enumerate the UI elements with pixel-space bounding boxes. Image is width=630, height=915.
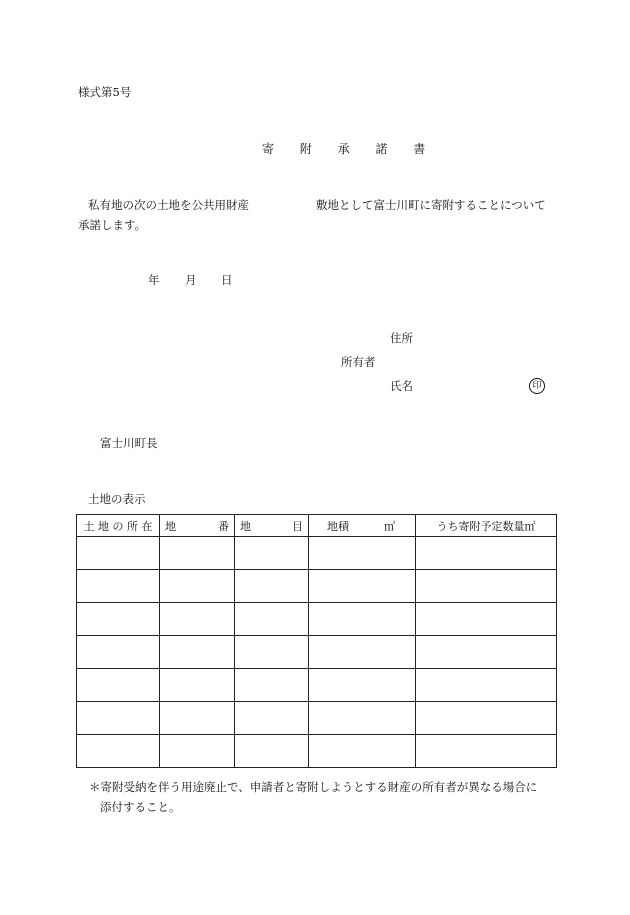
header-location-label: 土 地 の 所 在 xyxy=(83,519,153,533)
footnote-line1: ＊寄附受納を伴う用途廃止で、申請者と寄附しようとする財産の所有者が異なる場合に xyxy=(89,780,538,794)
cell-land-category[interactable] xyxy=(235,636,309,669)
header-area xyxy=(309,515,416,537)
land-table xyxy=(76,514,557,768)
footnote-line2: 添付すること。 xyxy=(100,800,181,814)
cell-area[interactable] xyxy=(309,537,416,570)
table-row xyxy=(77,702,557,735)
cell-donation-area[interactable] xyxy=(416,603,557,636)
body-text-line1-part1: 私有地の次の土地を公共用財産 xyxy=(88,198,249,212)
address-label: 住所 xyxy=(390,331,413,345)
cell-location[interactable] xyxy=(77,735,160,768)
cell-location[interactable] xyxy=(77,669,160,702)
header-donation-area xyxy=(416,515,557,537)
cell-lot-number[interactable] xyxy=(160,702,235,735)
header-lot-number-left: 地 xyxy=(165,519,176,533)
cell-lot-number[interactable] xyxy=(160,636,235,669)
cell-lot-number[interactable] xyxy=(160,570,235,603)
header-lot-number-right: 番 xyxy=(218,519,229,533)
cell-lot-number[interactable] xyxy=(160,669,235,702)
cell-area[interactable] xyxy=(309,702,416,735)
cell-location[interactable] xyxy=(77,603,160,636)
cell-lot-number[interactable] xyxy=(160,603,235,636)
header-area-unit: ㎡ xyxy=(384,519,395,533)
cell-location[interactable] xyxy=(77,702,160,735)
header-lot-number xyxy=(160,515,235,537)
cell-donation-area[interactable] xyxy=(416,570,557,603)
table-row xyxy=(77,636,557,669)
land-section-heading: 土地の表示 xyxy=(88,492,146,506)
table-row xyxy=(77,669,557,702)
table-row xyxy=(77,603,557,636)
cell-area[interactable] xyxy=(309,735,416,768)
cell-location[interactable] xyxy=(77,537,160,570)
cell-lot-number[interactable] xyxy=(160,537,235,570)
header-donation-area-label: うち寄附予定数量㎡ xyxy=(436,519,536,533)
date-month-label: 月 xyxy=(185,273,197,287)
cell-area[interactable] xyxy=(309,669,416,702)
header-land-category xyxy=(235,515,309,537)
cell-donation-area[interactable] xyxy=(416,669,557,702)
header-land-category-right: 目 xyxy=(292,519,303,533)
body-text-line2: 承諾します。 xyxy=(78,218,147,232)
body-text-line1-part2: 敷地として富士川町に寄附することについて xyxy=(316,198,546,212)
cell-donation-area[interactable] xyxy=(416,537,557,570)
cell-land-category[interactable] xyxy=(235,570,309,603)
cell-area[interactable] xyxy=(309,603,416,636)
header-land-category-left: 地 xyxy=(240,519,251,533)
header-location xyxy=(77,515,160,537)
cell-area[interactable] xyxy=(309,636,416,669)
form-number: 様式第5号 xyxy=(78,85,132,99)
cell-location[interactable] xyxy=(77,636,160,669)
table-row xyxy=(77,570,557,603)
cell-land-category[interactable] xyxy=(235,669,309,702)
cell-lot-number[interactable] xyxy=(160,735,235,768)
date-day-label: 日 xyxy=(221,273,233,287)
cell-donation-area[interactable] xyxy=(416,702,557,735)
seal-icon: 印 xyxy=(529,378,545,394)
cell-land-category[interactable] xyxy=(235,603,309,636)
table-row xyxy=(77,537,557,570)
header-area-label: 地積 xyxy=(327,519,349,533)
table-row xyxy=(77,735,557,768)
cell-donation-area[interactable] xyxy=(416,735,557,768)
cell-location[interactable] xyxy=(77,570,160,603)
cell-area[interactable] xyxy=(309,570,416,603)
name-label: 氏名 xyxy=(390,379,413,393)
cell-land-category[interactable] xyxy=(235,537,309,570)
cell-land-category[interactable] xyxy=(235,735,309,768)
owner-label: 所有者 xyxy=(341,355,376,369)
date-year-label: 年 xyxy=(148,273,160,287)
land-table-header-row xyxy=(77,515,557,537)
cell-land-category[interactable] xyxy=(235,702,309,735)
cell-donation-area[interactable] xyxy=(416,636,557,669)
addressee: 富士川町長 xyxy=(100,436,158,450)
document-title: 寄 附 承 諾 書 xyxy=(262,142,437,156)
